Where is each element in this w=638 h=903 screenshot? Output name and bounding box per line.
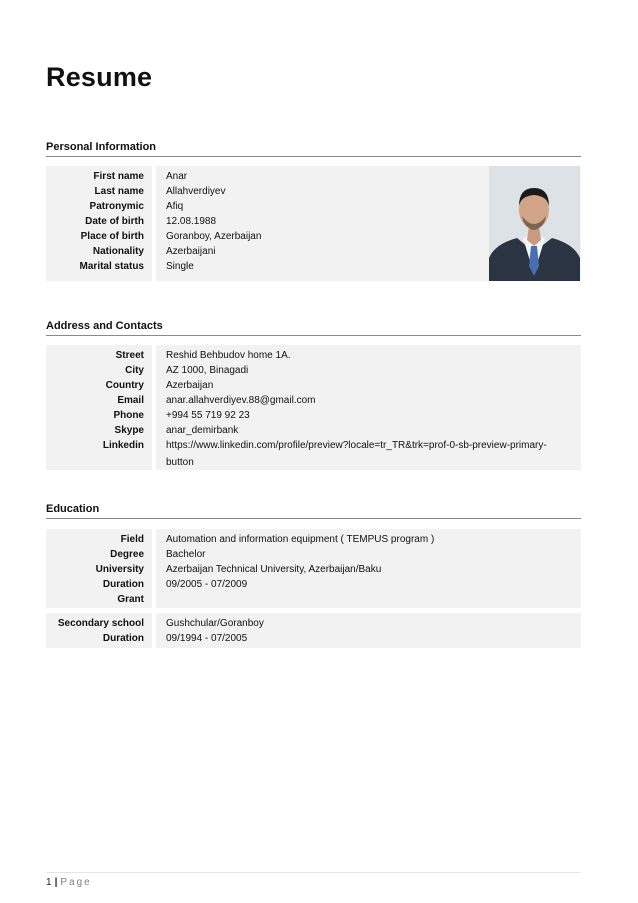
education-school-block xyxy=(46,613,581,648)
value-degree: Bachelor xyxy=(166,549,206,560)
label-duration: Duration xyxy=(102,579,144,590)
university-values xyxy=(156,529,581,608)
value-skype: anar_demirbank xyxy=(166,425,239,436)
label-email: Email xyxy=(117,395,144,406)
value-grant xyxy=(166,592,573,607)
label-phone: Phone xyxy=(113,410,144,421)
university-labels xyxy=(46,529,152,608)
address-contacts-heading: Address and Contacts xyxy=(46,320,581,336)
value-country: Azerbaijan xyxy=(166,380,214,391)
label-grant: Grant xyxy=(117,594,144,605)
education-heading: Education xyxy=(46,503,581,519)
value-first-name: Anar xyxy=(166,171,188,182)
value-field: Automation and information equipment ( TEMPUS program ) xyxy=(166,534,435,545)
value-city: AZ 1000, Binagadi xyxy=(166,365,249,376)
value-marital-status: Single xyxy=(166,261,194,272)
personal-information-heading: Personal Information xyxy=(46,141,581,157)
footer-separator: | xyxy=(54,877,58,888)
value-date-of-birth: 12.08.1988 xyxy=(166,216,217,227)
label-school-duration: Duration xyxy=(102,633,144,644)
page-number: 1 xyxy=(46,877,52,888)
label-secondary-school: Secondary school xyxy=(57,618,144,629)
label-place-of-birth: Place of birth xyxy=(80,231,144,242)
label-linkedin: Linkedin xyxy=(102,440,144,451)
page-word: Page xyxy=(60,877,92,888)
label-street: Street xyxy=(115,350,144,361)
resume-title: Resume xyxy=(46,62,153,92)
value-linkedin: https://www.linkedin.com/profile/preview?locale=tr_TR&trk=prof-0-sb-preview-primary-button xyxy=(166,440,547,468)
value-last-name: Allahverdiyev xyxy=(166,186,226,197)
page-footer xyxy=(46,877,92,888)
value-email: anar.allahverdiyev.88@gmail.com xyxy=(166,395,316,406)
label-skype: Skype xyxy=(114,425,144,436)
school-labels xyxy=(46,613,152,648)
value-nationality: Azerbaijani xyxy=(166,246,216,257)
profile-photo xyxy=(489,166,580,281)
label-nationality: Nationality xyxy=(92,246,144,257)
address-contacts-block xyxy=(46,345,581,470)
label-field: Field xyxy=(120,534,144,545)
personal-labels xyxy=(46,166,152,281)
label-country: Country xyxy=(105,380,144,391)
value-duration: 09/2005 - 07/2009 xyxy=(166,579,248,590)
value-phone: +994 55 719 92 23 xyxy=(166,410,250,421)
label-degree: Degree xyxy=(110,549,144,560)
value-school-duration: 09/1994 - 07/2005 xyxy=(166,633,248,644)
label-marital-status: Marital status xyxy=(79,261,144,272)
label-first-name: First name xyxy=(93,171,144,182)
value-street: Reshid Behbudov home 1A. xyxy=(166,350,291,361)
label-date-of-birth: Date of birth xyxy=(85,216,144,227)
label-university: University xyxy=(95,564,144,575)
school-values xyxy=(156,613,581,648)
contact-labels xyxy=(46,345,152,470)
label-patronymic: Patronymic xyxy=(89,201,144,212)
value-patronymic: Afiq xyxy=(166,201,184,212)
value-secondary-school: Gushchular/Goranboy xyxy=(166,618,264,629)
value-university: Azerbaijan Technical University, Azerbaijan/Baku xyxy=(166,564,382,575)
label-city: City xyxy=(125,365,144,376)
label-last-name: Last name xyxy=(94,186,144,197)
contact-values xyxy=(156,345,581,470)
portrait-illustration xyxy=(489,166,580,281)
education-university-block xyxy=(46,529,581,608)
value-place-of-birth: Goranboy, Azerbaijan xyxy=(166,231,262,242)
footer-divider xyxy=(46,872,581,873)
